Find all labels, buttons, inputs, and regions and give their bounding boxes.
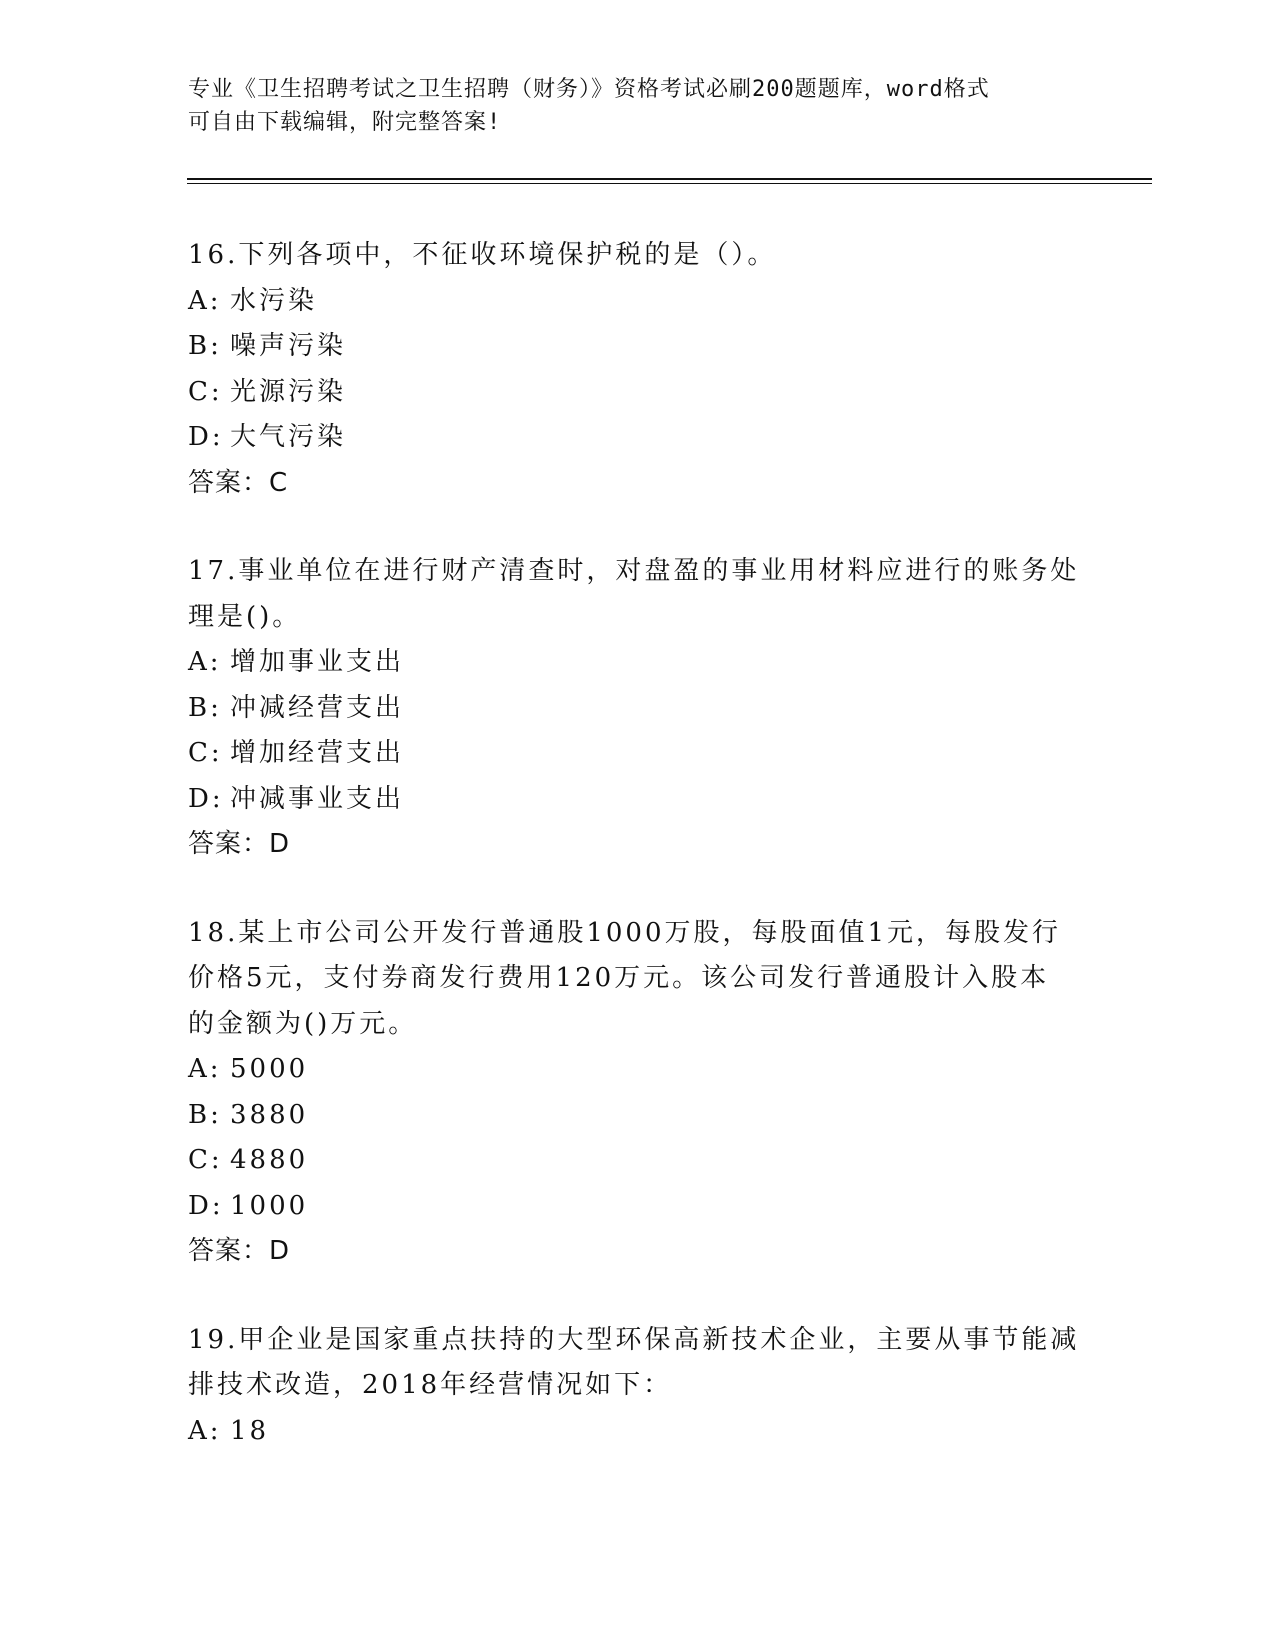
answer-option [188,731,1088,777]
answer-option [188,640,1088,686]
option-key: C: [188,1145,223,1175]
answer-option [188,777,1088,823]
answer-option [188,370,1088,416]
option-key: B: [188,331,222,361]
question-text-line: 18.某上市公司公开发行普通股1000万股，每股面值1元，每股发行 [188,917,1062,948]
option-text: 18 [230,1415,270,1446]
question-text-line: 19.甲企业是国家重点扶持的大型环保高新技术企业，主要从事节能减 [188,1324,1080,1355]
option-key: A: [188,647,222,677]
answer-key: 答案：C [188,467,289,498]
question-text-line: 价格5元，支付券商发行费用120万元。该公司发行普通股计入股本 [188,963,1050,993]
option-key: D: [188,422,224,452]
header-line-1: 专业《卫生招聘考试之卫生招聘（财务）》资格考试必刷200题题库，word格式 [188,77,990,102]
answer-option [188,415,1088,461]
answer-option [188,1093,1088,1139]
question-text-line: 16.下列各项中，不征收环境保护税的是（）。 [188,240,777,270]
option-key: C: [188,738,223,768]
option-key: B: [188,692,222,723]
option-text: 冲减经营支出 [230,692,405,723]
option-key: A: [188,1054,222,1084]
answer-option [188,324,1088,370]
answer-option [188,1047,1088,1093]
option-key: D: [188,1190,224,1221]
answer-option [188,686,1088,732]
question-text-line: 的金额为()万元。 [188,1008,418,1039]
answer-option [188,1184,1088,1230]
question-text-line: 理是()。 [188,601,302,632]
option-text: 4880 [230,1145,309,1175]
option-key: B: [188,1099,222,1130]
option-text: 噪声污染 [230,331,347,361]
option-text: 光源污染 [230,376,347,407]
answer-key: 答案：D [188,1236,291,1266]
header-divider-thick [187,178,1152,180]
option-key: D: [188,783,224,814]
answer-option [188,1138,1088,1184]
option-text: 增加事业支出 [230,647,405,677]
option-text: 增加经营支出 [230,738,405,768]
question-block [188,233,1088,506]
question-block [188,549,1088,868]
header-line-2: 可自由下载编辑，附完整答案! [188,110,502,135]
header-divider-thin [187,183,1152,184]
option-key: A: [188,285,222,316]
option-key: C: [188,376,223,407]
answer-option [188,279,1088,325]
option-key: A: [188,1415,222,1446]
option-text: 3880 [230,1099,309,1130]
question-text-line: 排技术改造，2018年经营情况如下： [188,1370,673,1400]
option-text: 水污染 [230,285,318,316]
option-text: 1000 [230,1190,309,1221]
answer-option [188,1409,1088,1455]
question-list [188,233,1088,1497]
option-text: 5000 [230,1054,309,1084]
question-block [188,911,1088,1275]
answer-key: 答案：D [188,829,291,859]
document-header [188,73,1088,139]
question-block [188,1318,1088,1455]
option-text: 大气污染 [230,422,347,452]
option-text: 冲减事业支出 [230,783,405,814]
question-text-line: 17.事业单位在进行财产清查时，对盘盈的事业用材料应进行的账务处 [188,556,1080,586]
